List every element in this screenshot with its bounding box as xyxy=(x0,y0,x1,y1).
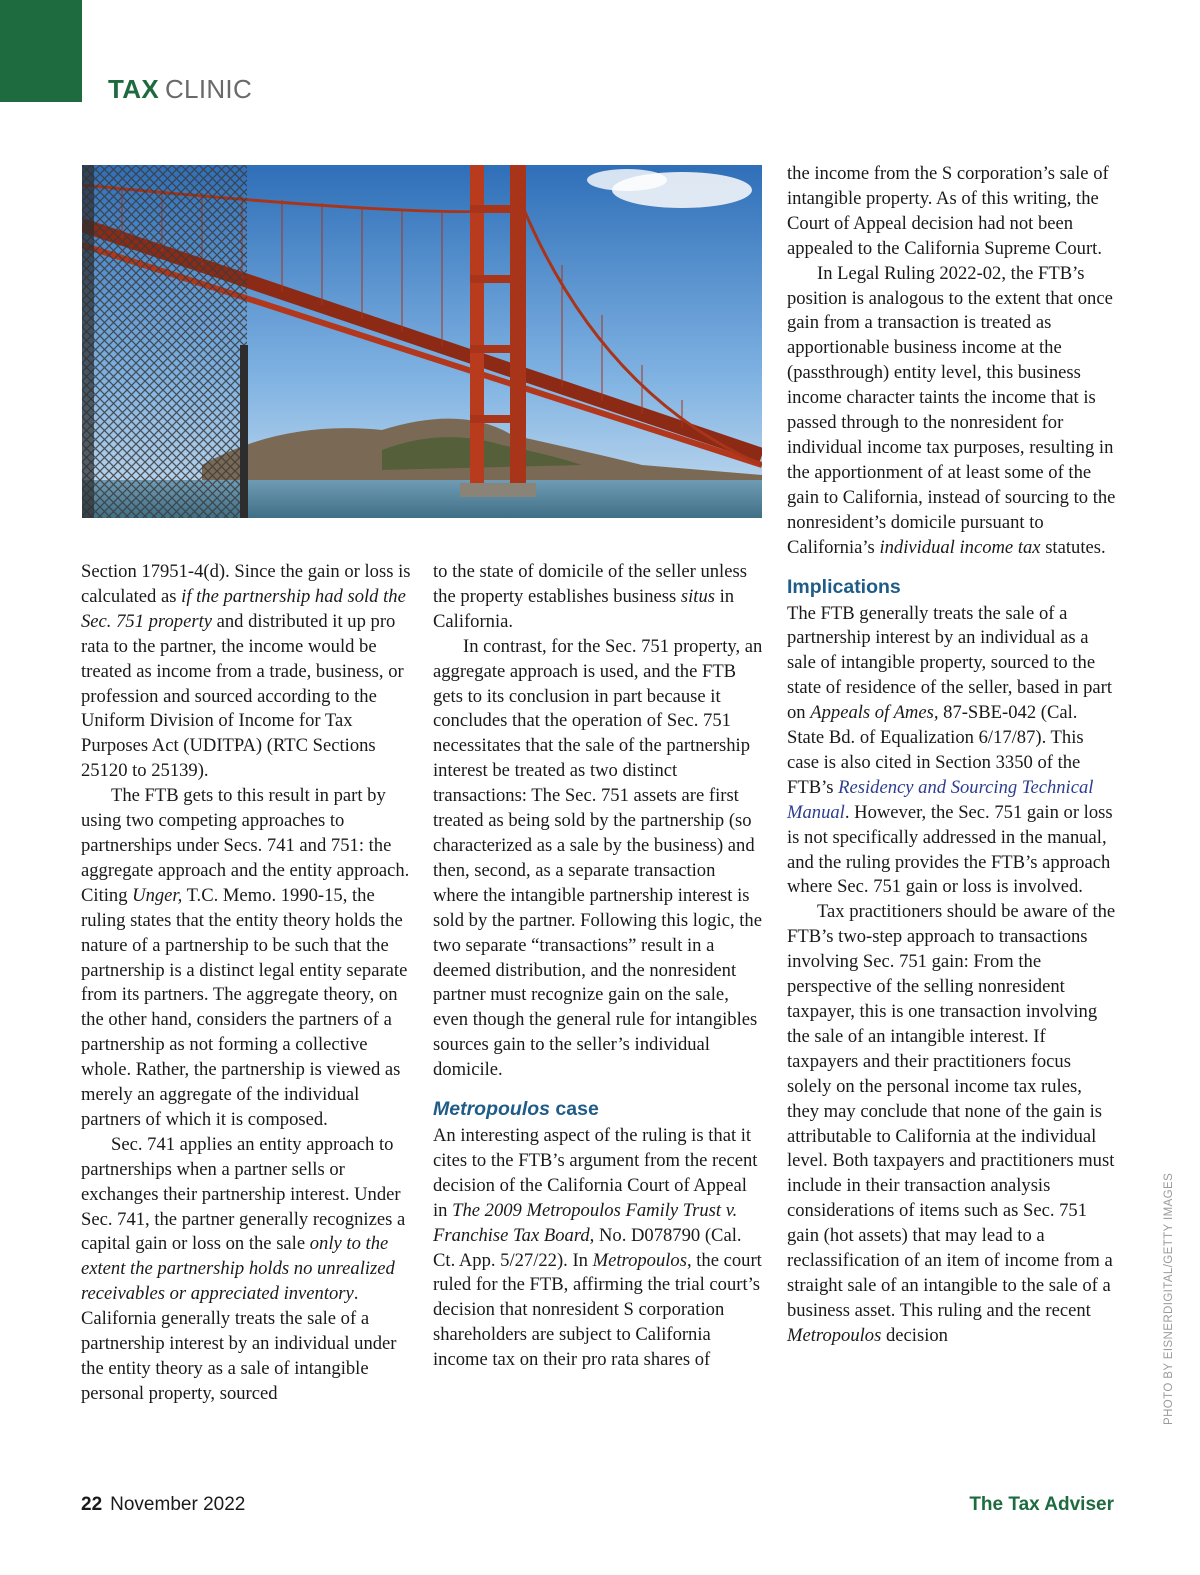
section-color-tab xyxy=(0,0,82,102)
section-heading: Metropoulos case xyxy=(433,1098,599,1121)
paragraph: to the state of domicile of the seller unless the property establishes business situs in California. xyxy=(433,561,747,632)
text-column-1 xyxy=(81,560,411,1407)
manual-link[interactable]: Residency and Sourcing Technical Manual xyxy=(787,776,1094,823)
golden-gate-bridge-photo xyxy=(82,165,762,518)
section-label-bold: TAX xyxy=(108,74,159,104)
section-label-light: CLINIC xyxy=(164,74,253,104)
paragraph: An interesting aspect of the ruling is that it cites to the FTB’s argument from the recent decision of the California Court of Appeal in The 2009 Metropoulos Family Trust v. Franchise Tax Board, No. D078790 (Cal. Ct. App. 5/27/22). In Metropoulos, the court ruled for the FTB, affirming the trial court’s decision that nonresident S corporation shareholders are subject to California income tax on their pro rata shares of xyxy=(433,1125,762,1371)
paragraph: Section 17951-4(d). Since the gain or loss is calculated as if the partnership had sold the Sec. 751 property and distributed it up pro rata to the partner, the income would be treated as income from a trade, business, or profession and sourced according to the Uniform Division of Income for Tax Purposes Act (UDITPA) (RTC Sections 25120 to 25139). xyxy=(81,561,411,782)
publication-name: The Tax Adviser xyxy=(969,1494,1114,1515)
paragraph: The FTB generally treats the sale of a partnership interest by an individual as a sale of intangible property, sourced to the state of residence of the seller, based in part on Appeals of Ames, 87-SBE-042 (Cal. State Bd. of Equalization 6/17/87). This case is also cited in Section 3350 of the FTB’s Residency and Sourcing Technical Manual. However, the Sec. 751 gain or loss is not specifically addressed in the manual, and the ruling provides the FTB’s approach where Sec. 751 gain or loss is involved. xyxy=(787,602,1113,898)
section-heading: Implications xyxy=(787,575,901,598)
paragraph: The FTB gets to this result in part by using two competing approaches to partnerships under Secs. 741 and 751: the aggregate approach and the entity approach. Citing Unger, T.C. Memo. 1990-15, the ruling states that the entity theory holds the nature of a partnership to be such that the partnership is a distinct legal entity separate from its partners. The aggregate theory, on the other hand, considers the partners of a partnership as not forming a collective whole. Rather, the partnership is viewed as merely an aggregate of the individual partners of which it is composed. xyxy=(81,785,410,1130)
footer-issue xyxy=(81,1494,245,1516)
paragraph: Tax practitioners should be aware of the FTB’s two-step approach to transactions involving Sec. 751 gain: From the perspective of the selling nonresident taxpayer, this is one transaction involving the sale of an intangible interest. If taxpayers and their practitioners focus solely on the personal income tax rules, they may conclude that none of the gain is attributable to California at the individual level. Both taxpayers and practitioners must include in their transaction analysis considerations of items such as Sec. 751 gain (hot assets) that may lead to a reclassification of an item of income from a straight sale of an intangible to the sale of a business asset. This ruling and the recent Metropoulos decision xyxy=(787,901,1116,1346)
issue-date: November 2022 xyxy=(110,1494,246,1515)
paragraph: Sec. 741 applies an entity approach to partnerships when a partner sells or exchanges their partnership interest. Under Sec. 741, the partner generally recognizes a capital gain or loss on the sale only to the extent the partnership holds no unrealized receivables or appreciated inventory. California generally treats the sale of a partnership interest by an individual under the entity theory as a sale of intangible personal property, sourced xyxy=(81,1133,406,1404)
text-column-3 xyxy=(787,162,1117,1349)
text-column-2 xyxy=(433,560,763,1373)
paragraph: In Legal Ruling 2022-02, the FTB’s position is analogous to the extent that once gain from a transaction is treated as apportionable business income at the (passthrough) entity level, this business income character taints the income that is passed through to the nonresident for individual income tax purposes, resulting in the apportionment of at least some of the gain to California, instead of sourcing to the nonresident’s domicile pursuant to California’s individual income tax statutes. xyxy=(787,262,1116,558)
page-number: 22 xyxy=(81,1494,103,1515)
section-label xyxy=(108,74,252,105)
paragraph: the income from the S corporation’s sale of intangible property. As of this writing, the Court of Appeal decision had not been appealed to the California Supreme Court. xyxy=(787,163,1109,259)
paragraph: In contrast, for the Sec. 751 property, an aggregate approach is used, and the FTB gets to its conclusion in part because it concludes that the operation of Sec. 751 necessitates that the sale of the partnership interest be treated as two distinct transactions: The Sec. 751 assets are first treated as being sold by the partnership (so characterized as a sale by the business) and then, second, as a separate transaction where the intangible partnership interest is sold by the partner. Following this logic, the two separate “transactions” result in a deemed distribution, and the nonresident partner must recognize gain on the sale, even though the general rule for intangibles sources gain to the seller’s individual domicile. xyxy=(433,635,763,1081)
photo-credit: PHOTO BY EISNERDIGITAL/GETTY IMAGES xyxy=(1163,1172,1175,1425)
